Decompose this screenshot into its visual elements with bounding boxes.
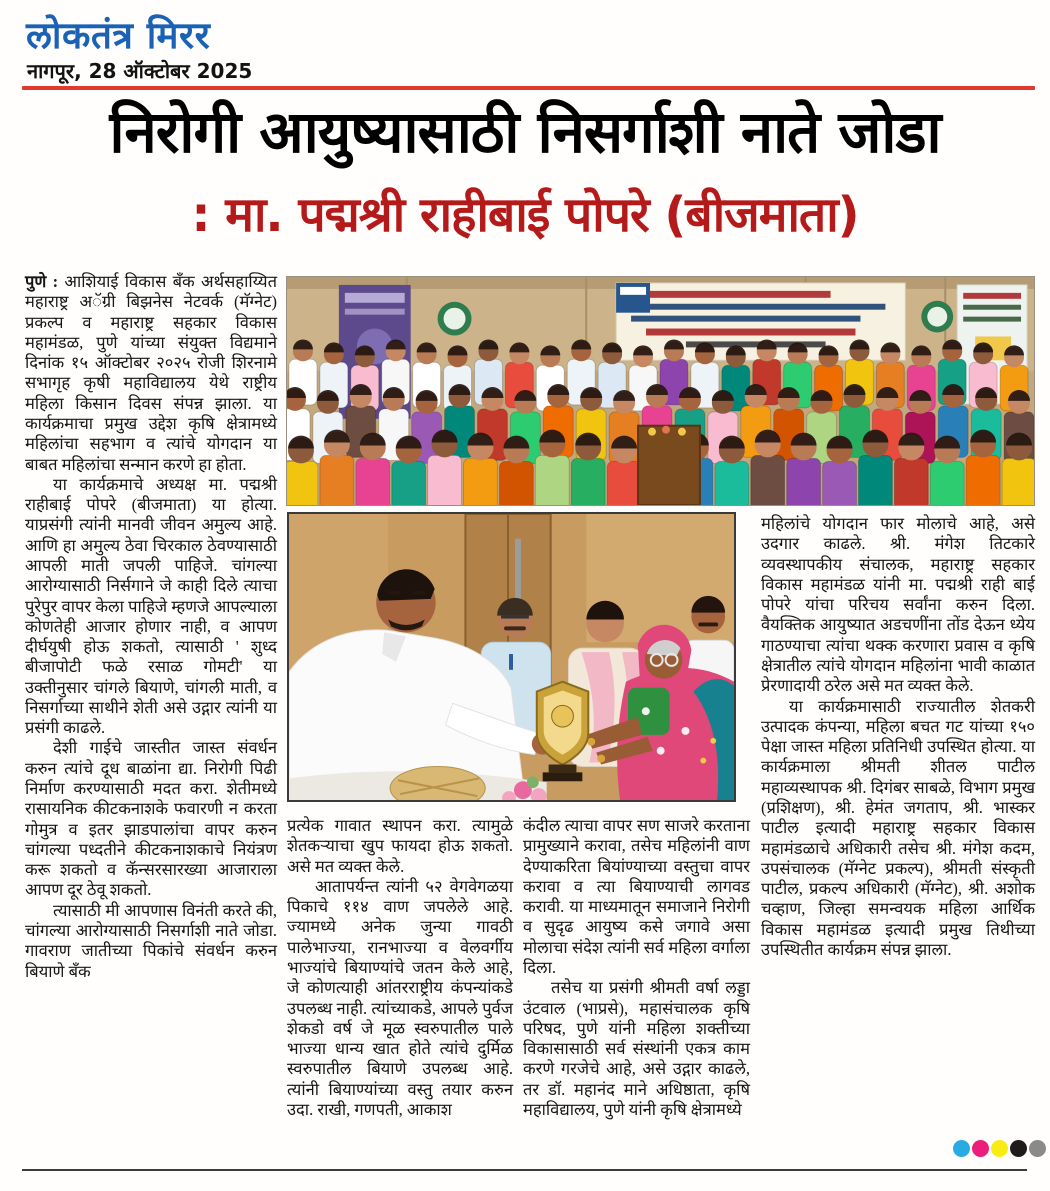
article-paragraph: त्यासाठी मी आपणास विनंती करते की, चांगल्या आरोग्यासाठी निसर्गाशी नाते जोडा. गावराण जातीच्या पिकांचे संवर्धन करुन बियाणे बँक xyxy=(25,900,277,981)
main-headline: निरोगी आयुष्यासाठी निसर्गाशी नाते जोडा xyxy=(109,98,941,166)
dateline: नागपूर, 28 ऑक्टोबर 2025 xyxy=(27,59,253,83)
article-paragraph: या कार्यक्रमासाठी राज्यातील शेतकरी उत्पादक कंपन्या, महिला बचत गट यांच्या १५० पेक्षा जास्त महिला प्रतिनिधी उपस्थित होत्या. या कार्यक्रमाला श्रीमती शीतल पाटील महाव्यस्थापक श्री. दिगंबर साबळे, विभाग प्रमुख (प्रशिक्षण), श्री. हेमंत जगताप, श्री. भास्कर पाटील इत्यादी महाराष्ट्र सहकार विकास महामंडळाचे अधिकारी तसेच श्री. मंगेश कदम, उपसंचालक (मॅग्नेट प्रकल्प), श्रीमती संस्कृती पाटील, प्रकल्प अधिकारी (मॅग्नेट), श्री. अशोक चव्हाण, जिल्हा समन्वयक महिला आर्थिक विकास महामंडळ इत्यादी प्रमुख तिथीच्या उपस्थितीत कार्यक्रम संपन्न झाला. xyxy=(761,696,1035,959)
end-of-article-dots xyxy=(953,1140,1046,1157)
group-photo xyxy=(286,276,1035,506)
masthead-title: लोकतंत्र मिरर xyxy=(26,14,211,57)
article-paragraph: देशी गाईचे जास्तीत जास्त संवर्धन करुन त्यांचे दूध बाळांना द्या. निरोगी पिढी निर्माण करण्यासाठी मदत करा. शेतीमध्ये रासायनिक कीटकनाशके फवारणी न करता गोमुत्र व इतर झाडपालांचा वापर करुन चांगल्या पध्दतीने कीटकनाशकाचे नियंत्रण करू शकतो व कॅन्सरसारख्या आजाराला आपण दूर ठेवू शकतो. xyxy=(25,738,277,900)
press-color-dot xyxy=(972,1140,989,1157)
article-paragraph: महिलांचे योगदान फार मोलाचे आहे, असे उदगार काढले. श्री. मंगेश तिटकारे व्यवस्थापकीय संचालक, महाराष्ट्र सहकार विकास महामंडळ यांनी मा. पद्मश्री राही बाई पोपरे यांचा परिचय सर्वांना करुन दिला. वैयक्तिक आयुष्यात अडचणींना तोंड देऊन ध्येय गाठण्याचा त्यांचा थक्क करणारा प्रवास व कृषि क्षेत्रातील त्यांचे योगदान महिलांना भावी काळात प्रेरणादायी ठरेल असे मत व्यक्त केले. xyxy=(761,514,1035,696)
masthead-rule xyxy=(22,86,1035,90)
article-column-4 xyxy=(761,514,1035,960)
article-column-3 xyxy=(523,816,750,1120)
article-paragraph: या कार्यक्रमाचे अध्यक्ष मा. पद्मश्री राहीबाई पोपरे (बीजमाता) या होत्या. याप्रसंगी त्यांनी मानवी जीवन अमुल्य आहे. आणि हा अमुल्य ठेवा चिरकाल ठेवण्यासाठी आपली माती जपली पाहिजे. चांगल्या आरोग्यासाठी निर्सगाने जे काही दिले त्याचा पुरेपुर वापर केला पाहिजे म्हणजे आपल्याला कोणतेही आजार होणार नाही, व आपण दीर्घयुषी होऊ शकतो, त्यासाठी ' शुध्द बीजापोटी फळे रसाळ गोमटी' या उक्तीनुसार चांगले बियाणे, चांगली माती, व निसर्गाच्या साथीने शेती असे उद्गार त्यांनी या प्रसंगी काढले. xyxy=(25,474,277,738)
award-photo xyxy=(287,512,736,802)
article-paragraph: आतापर्यन्त त्यांनी ५२ वेगवेगळया पिकाचे ११४ वाण जपलेले आहे. ज्यामध्ये अनेक जुन्या गावठी पालेभाज्या, रानभाज्या व वेलवर्गीय भाज्यांचे बियाण्यांचे जतन केले आहे, जे कोणत्याही आंतरराष्ट्रीय कंपन्यांकडे उपलब्ध नाही. त्यांच्याकडे, आपले पुर्वज शेकडो वर्ष जे मूळ स्वरुपातील पाले भाज्या धान्य खात होते त्यांचे दुर्मिळ स्वरुपातील बियाणे उपलब्ध आहे. त्यांनी बियाण्यांच्या वस्तु तयार करुन उदा. राखी, गणपती, आकाश xyxy=(287,876,513,1119)
article-paragraph: पुणे : आशियाई विकास बँक अर्थसहाय्यित महाराष्ट्र अॅग्री बिझनेस नेटवर्क (मॅग्नेट) प्रकल्प व महाराष्ट्र सहकार विकास महामंडळ, पुणे यांच्या संयुक्त विद्यमाने दिनांक १५ ऑक्टोबर २०२५ रोजी शिरनामे सभागृह कृषी महाविद्यालय येथे राष्ट्रीय महिला किसान दिवस संपन्न झाला. या कार्यक्रमाचा प्रमुख उद्देश कृषि क्षेत्रामध्ये महिलांचा सहभाग व त्यांचे योगदान या बाबत महिलांचा सन्मान करणे हा होता. xyxy=(25,272,278,474)
press-color-dot xyxy=(1010,1140,1027,1157)
press-color-dot xyxy=(1029,1140,1046,1157)
group-photo-illustration xyxy=(287,277,1034,505)
award-photo-illustration xyxy=(289,514,734,800)
lead-location: पुणे : xyxy=(25,272,65,291)
press-color-dot xyxy=(991,1140,1008,1157)
press-color-dot xyxy=(953,1140,970,1157)
article-paragraph: प्रत्येक गावात स्थापन करा. त्यामुळे शेतकऱ्याचा खुप फायदा होऊ शकतो. असे मत व्यक्त केले. xyxy=(287,816,513,876)
article-paragraph: कंदील त्याचा वापर सण साजरे करताना प्रामुख्याने करावा, तसेच महिलांनी वाण देण्याकरिता बियांण्याच्या वस्तुचा वापर करावा व त्या बियाण्याची लागवड करावी. या माध्यमातून समाजाने निरोगी व सुदृढ आयुष्य कसे जगावे असा मोलाचा संदेश त्यांनी सर्व महिला वर्गाला दिला. xyxy=(523,816,750,977)
article-paragraph: तसेच या प्रसंगी श्रीमती वर्षा लड्डा उंटवाल (भाप्रसे), महासंचालक कृषि परिषद, पुणे यांनी महिला शक्तीच्या विकासासाठी सर्व संस्थांनी एकत्र काम करणे गरजेचे आहे, असे उद्गार काढले, तर डॉ. महानंद माने अधिष्ठाता, कृषि महाविद्यालय, पुणे यांनी कृषि क्षेत्रामध्ये xyxy=(523,978,750,1119)
article-column-1 xyxy=(25,272,277,982)
article-column-2 xyxy=(287,816,513,1120)
sub-headline: : मा. पद्मश्री राहीबाई पोपरे (बीजमाता) xyxy=(191,187,859,243)
bottom-rule xyxy=(22,1169,1027,1171)
